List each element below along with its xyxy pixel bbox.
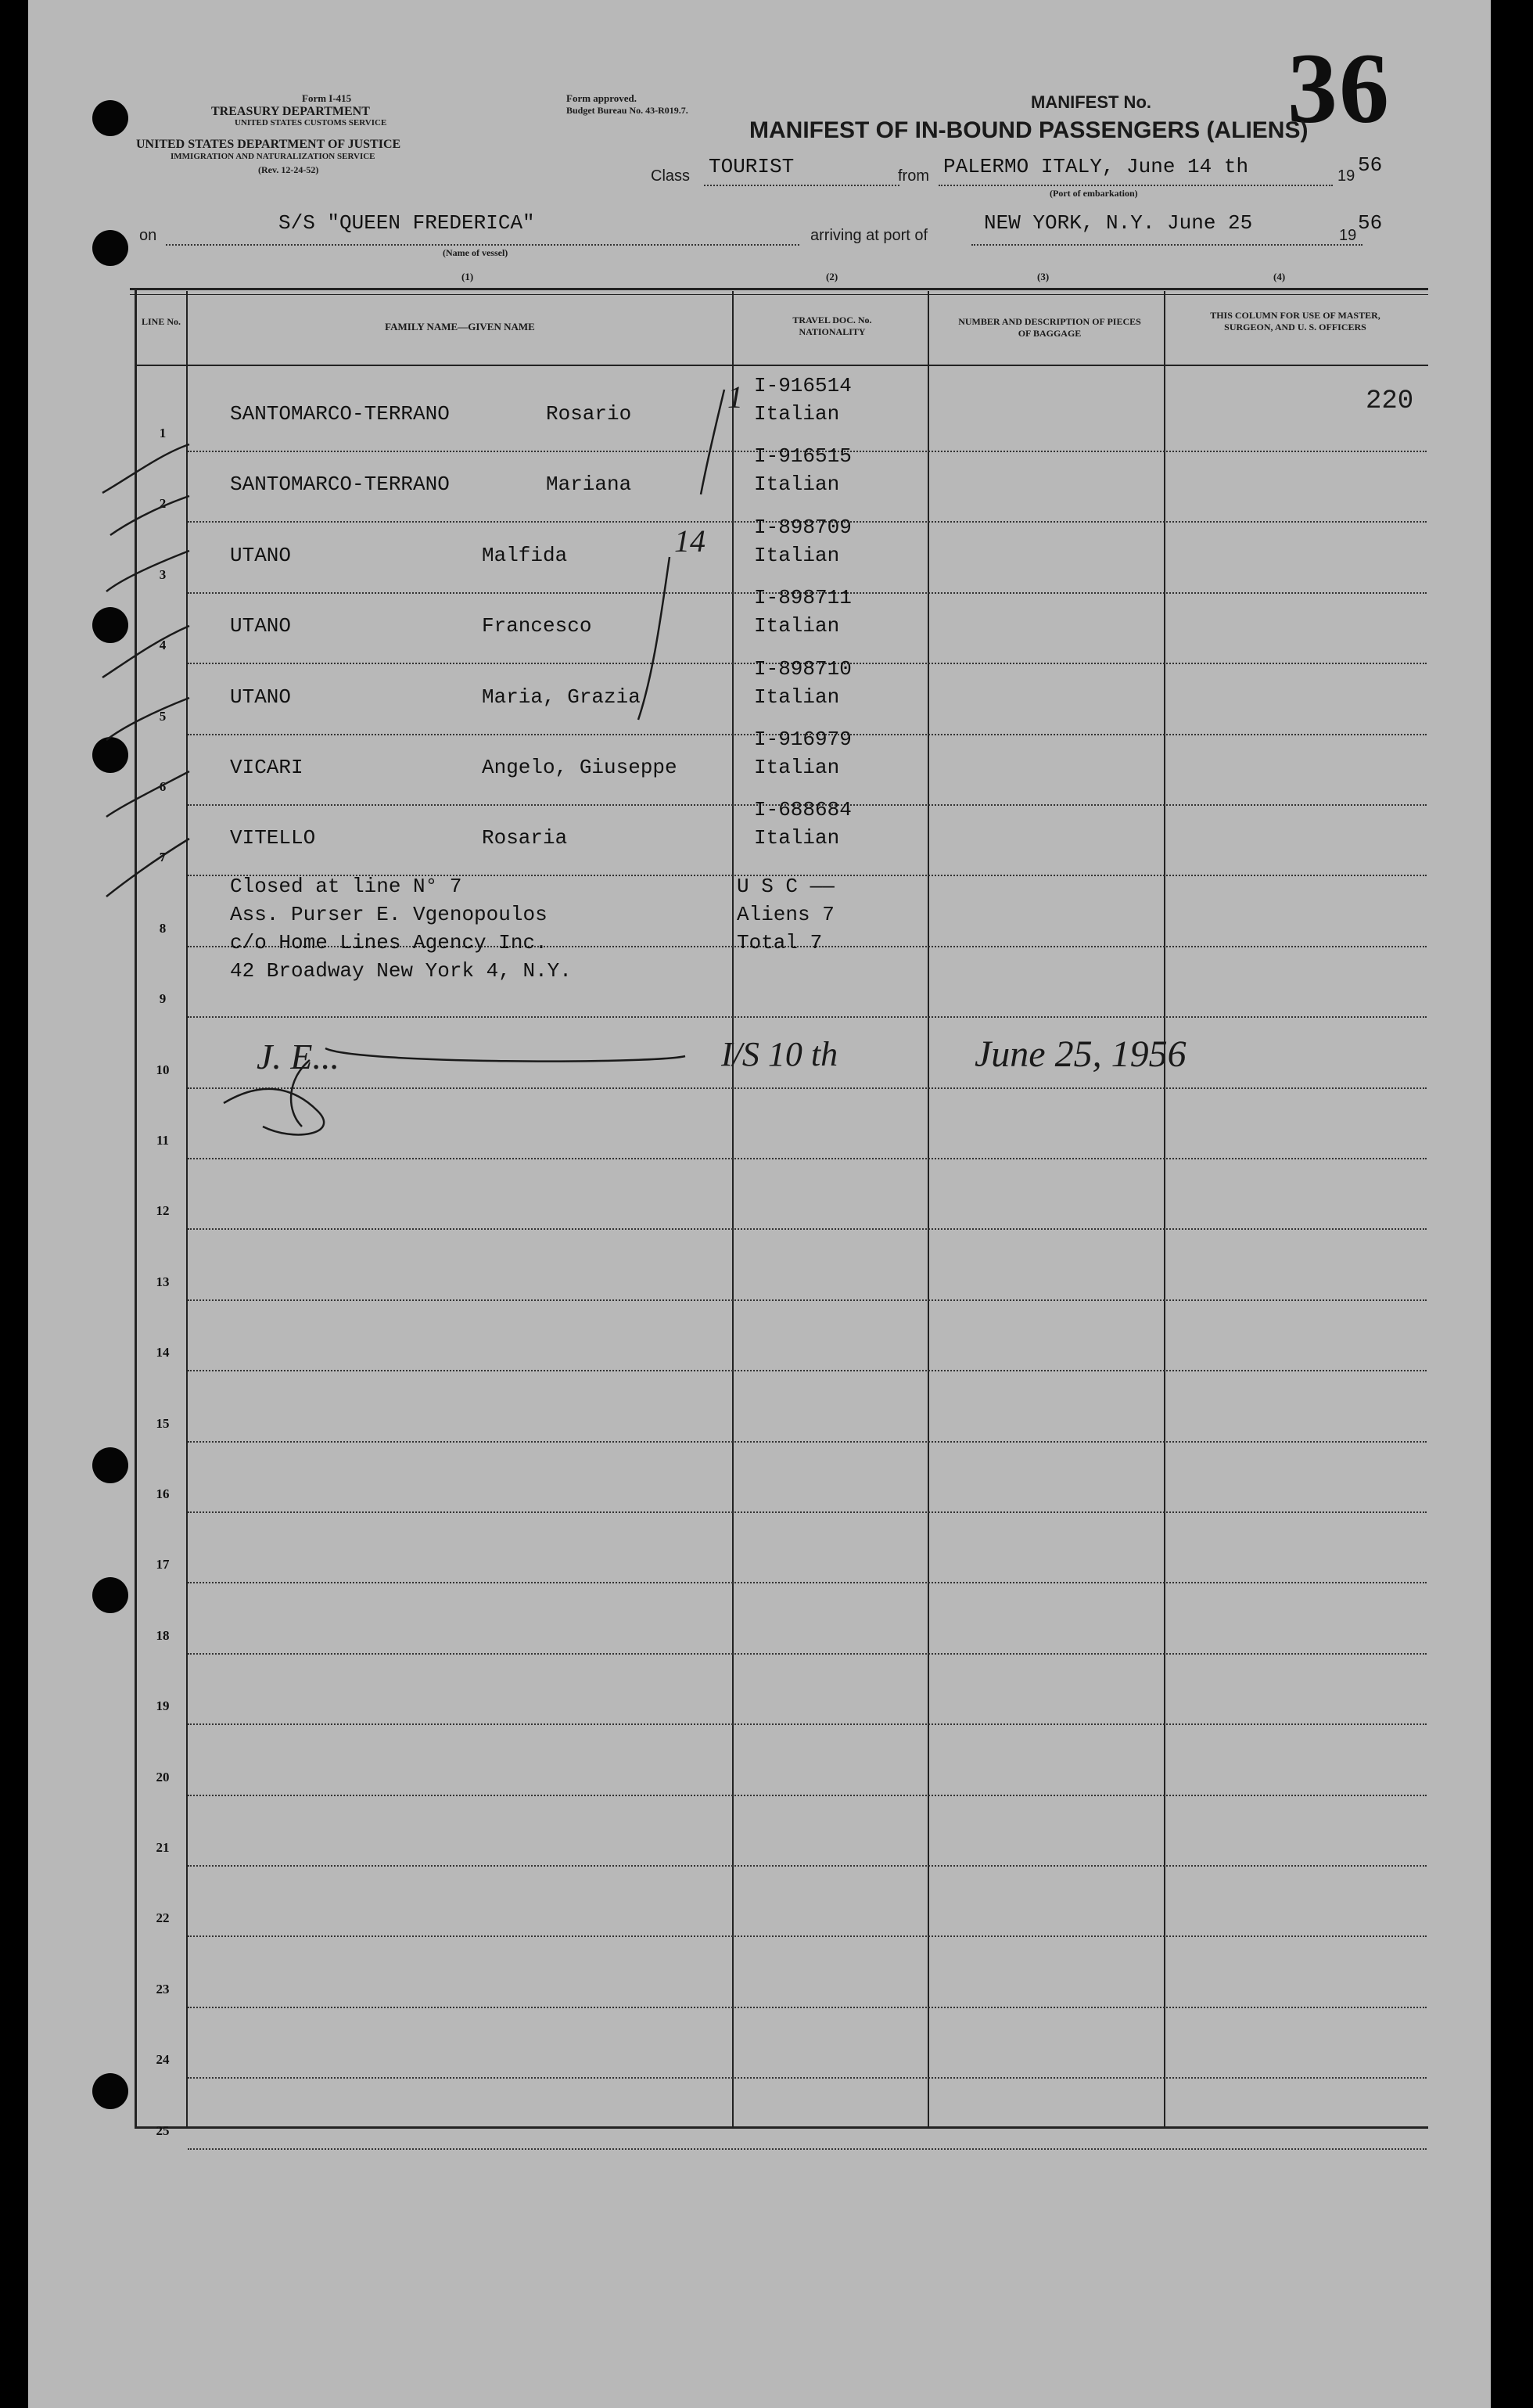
handwritten-14: 14	[674, 523, 705, 559]
column-number-3: (3)	[1037, 271, 1050, 282]
vessel-label: (Name of vessel)	[443, 247, 508, 258]
on-label: on	[139, 227, 157, 244]
check-mark	[106, 839, 189, 897]
column-number-1: (1)	[461, 271, 474, 282]
passenger-given-name: Rosaria	[482, 826, 568, 850]
line-number: 15	[156, 1415, 170, 1431]
class-label: Class	[651, 167, 691, 185]
closing-line-1: Closed at line N° 7	[230, 875, 462, 898]
passenger-family-name: UTANO	[230, 685, 292, 709]
arriving-year-value: 56	[1358, 211, 1383, 235]
line-number: 22	[156, 1910, 170, 1926]
passenger-travel-doc: I-916514	[754, 374, 852, 397]
year-value: 56	[1358, 153, 1383, 177]
check-mark	[106, 551, 189, 591]
from-label: from	[898, 167, 929, 185]
bracket-line-1	[701, 390, 724, 494]
line-number: 21	[156, 1840, 170, 1855]
header-travel-doc: TRAVEL DOC. No. NATIONALITY	[792, 314, 872, 337]
passenger-family-name: VITELLO	[230, 826, 316, 850]
line-number: 8	[159, 920, 167, 936]
bracket-line-2	[638, 557, 670, 720]
line-number: 11	[156, 1133, 170, 1148]
customs-heading: UNITED STATES CUSTOMS SERVICE	[235, 118, 387, 128]
passenger-nationality: Italian	[754, 756, 840, 779]
passenger-given-name: Angelo, Giuseppe	[482, 756, 677, 779]
line-number: 14	[156, 1345, 170, 1360]
passenger-family-name: UTANO	[230, 543, 292, 567]
closing-aliens: Aliens 7	[737, 903, 835, 926]
year-prefix: 19	[1337, 167, 1355, 185]
passenger-family-name: UTANO	[230, 614, 292, 638]
budget-bureau: Budget Bureau No. 43-R019.7.	[566, 105, 688, 116]
passenger-travel-doc: I-898709	[754, 515, 852, 539]
officer-note: 220	[1366, 386, 1414, 416]
arriving-year-prefix: 19	[1339, 227, 1357, 244]
line-number: 12	[156, 1203, 170, 1219]
from-value: PALERMO ITALY, June 14 th	[943, 155, 1249, 178]
treasury-heading: TREASURY DEPARTMENT	[211, 105, 370, 118]
signature-date: June 25, 1956	[975, 1033, 1187, 1075]
line-number: 19	[156, 1698, 170, 1714]
header-line-no: LINE No.	[141, 316, 181, 327]
line-number: 20	[156, 1769, 170, 1784]
handwriting-marks	[28, 0, 1491, 2408]
passenger-family-name: VICARI	[230, 756, 303, 779]
header-officers: THIS COLUMN FOR USE OF MASTER, SURGEON, AND U. S. OFFICERS	[1210, 310, 1380, 332]
line-number: 9	[159, 991, 167, 1007]
check-mark	[102, 444, 189, 493]
closing-line-4: 42 Broadway New York 4, N.Y.	[230, 959, 572, 983]
passenger-nationality: Italian	[754, 614, 840, 638]
passenger-nationality: Italian	[754, 685, 840, 709]
column-number-4: (4)	[1273, 271, 1286, 282]
form-approved: Form approved.	[566, 92, 637, 104]
check-mark	[110, 496, 189, 535]
passenger-travel-doc: I-916979	[754, 728, 852, 751]
passenger-given-name: Rosario	[546, 402, 632, 426]
check-mark	[106, 698, 189, 740]
line-number: 16	[156, 1486, 170, 1501]
manifest-page	[28, 0, 1491, 2408]
passenger-nationality: Italian	[754, 543, 840, 567]
line-number: 25	[156, 2122, 170, 2138]
passenger-travel-doc: I-688684	[754, 798, 852, 822]
passenger-family-name: SANTOMARCO-TERRANO	[230, 473, 450, 497]
closing-usc: U S C ——	[737, 875, 835, 898]
line-number: 1	[159, 426, 167, 440]
page-title: MANIFEST OF IN-BOUND PASSENGERS (ALIENS)	[749, 117, 1309, 143]
line-number: 6	[159, 779, 167, 794]
closing-line-2: Ass. Purser E. Vgenopoulos	[230, 903, 548, 926]
passenger-travel-doc: I-916515	[754, 444, 852, 469]
line-number: 4	[159, 638, 167, 653]
passenger-given-name: Maria, Grazia	[482, 685, 641, 709]
arriving-value: NEW YORK, N.Y. June 25	[984, 211, 1253, 235]
passenger-travel-doc: I-898711	[754, 586, 852, 610]
line-number: 3	[159, 566, 167, 582]
closing-line-3: c/o Home Lines Agency Inc.	[230, 931, 548, 954]
ins-heading: IMMIGRATION AND NATURALIZATION SERVICE	[171, 152, 375, 161]
header-name: FAMILY NAME—GIVEN NAME	[385, 321, 535, 332]
port-embarkation-label: (Port of embarkation)	[1050, 188, 1138, 199]
manifest-number: 36	[1287, 33, 1391, 144]
header-baggage: NUMBER AND DESCRIPTION OF PIECES OF BAGGAGE	[958, 316, 1141, 339]
passenger-given-name: Malfida	[482, 543, 568, 567]
manifest-no-label: MANIFEST No.	[1031, 92, 1151, 112]
signature-name: J. E...	[257, 1037, 340, 1076]
check-mark	[106, 771, 189, 817]
line-number: 18	[156, 1627, 170, 1643]
line-number: 10	[156, 1062, 170, 1077]
closing-total: Total 7	[737, 931, 823, 954]
line-number: 24	[156, 2052, 170, 2068]
line-number: 7	[159, 850, 167, 865]
justice-heading: UNITED STATES DEPARTMENT OF JUSTICE	[136, 138, 401, 151]
line-number: 2	[159, 496, 167, 512]
revision-date: (Rev. 12-24-52)	[258, 164, 319, 175]
passenger-given-name: Mariana	[546, 473, 632, 497]
line-number: 13	[156, 1274, 170, 1289]
passenger-family-name: SANTOMARCO-TERRANO	[230, 402, 450, 426]
passenger-nationality: Italian	[754, 826, 840, 850]
passenger-travel-doc: I-898710	[754, 656, 852, 681]
line-number: 23	[156, 1981, 170, 1996]
vessel-name: S/S "QUEEN FREDERICA"	[278, 211, 535, 235]
passenger-given-name: Francesco	[482, 614, 592, 638]
passenger-nationality: Italian	[754, 473, 840, 497]
passenger-nationality: Italian	[754, 402, 840, 426]
handwritten-1: 1	[727, 379, 743, 415]
class-value: TOURIST	[709, 155, 795, 178]
line-number: 5	[159, 708, 167, 724]
column-number-2: (2)	[826, 271, 838, 282]
signature-note: I/S 10 th	[721, 1035, 838, 1073]
form-number: Form I-415	[302, 92, 352, 104]
check-mark	[102, 626, 189, 677]
arriving-label: arriving at port of	[810, 227, 928, 244]
line-number: 17	[156, 1557, 170, 1572]
